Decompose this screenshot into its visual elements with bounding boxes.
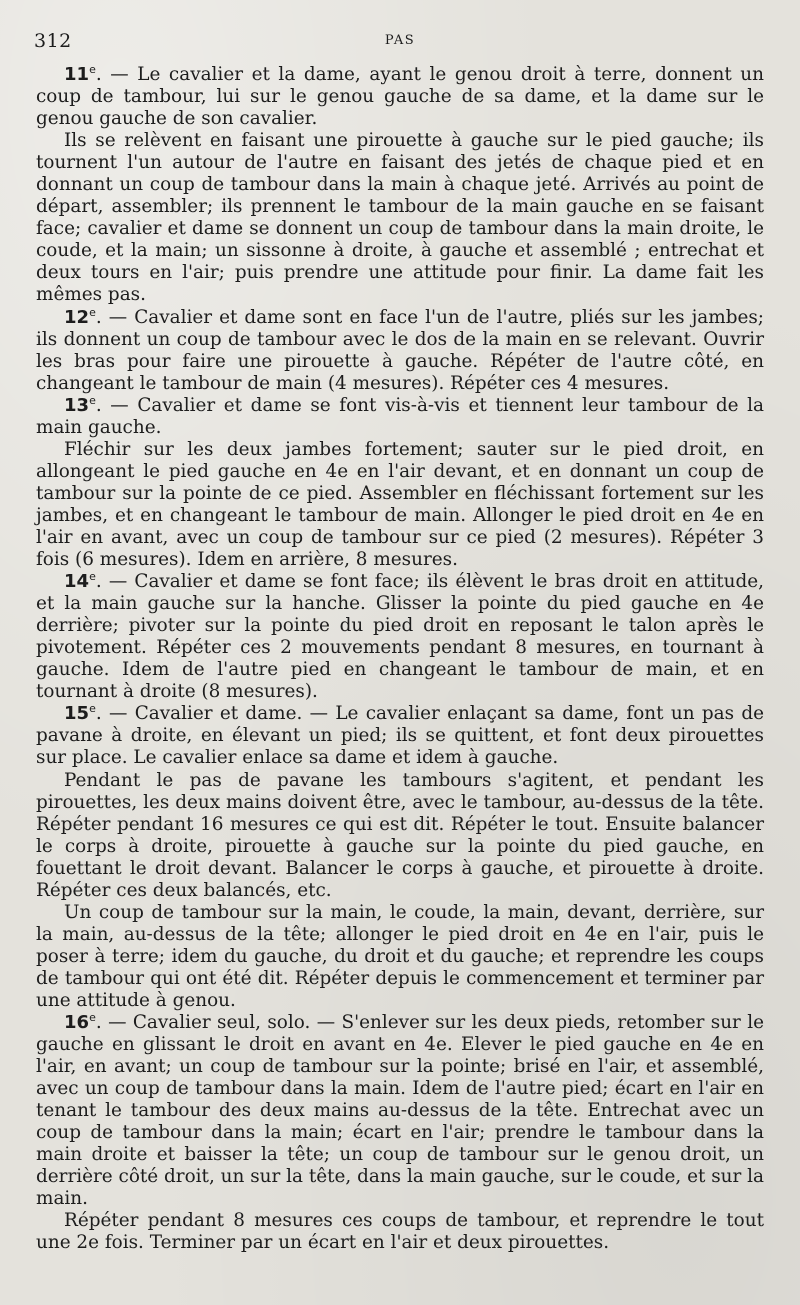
figure-number: 12e xyxy=(64,305,96,328)
paragraph: Fléchir sur les deux jambes fortement; sauter sur le pied droit, en allongeant le pied gauche en 4e en l'air devant, et en donnant un coup de tambour sur la pointe de ce pied. Assembler en fléchissant fortement sur les jambes, et en changeant le tambour de main. Allonger le pied droit en 4e en l'air en avant, avec un coup de tambour sur ce pied (2 mesures). Répéter 3 fois (6 mesures). Idem en arrière, 8 mesures. xyxy=(36,438,764,571)
paragraph-figure-14 xyxy=(36,571,764,703)
paragraph-text: . — Cavalier et dame se font vis-à-vis et tiennent leur tambour de la main gauche. xyxy=(36,394,764,438)
paragraph: Ils se relèvent en faisant une pirouette à gauche sur le pied gauche; ils tournent l'un autour de l'autre en faisant des jetés de chaque pied et en donnant un coup de tambour dans la main à chaque jeté. Arrivés au point de départ, assembler; ils prennent le tambour de la main gauche en se faisant face; cavalier et dame se donnent un coup de tambour dans la main droite, le coude, et la main; un sissonne à droite, à gauche et assemblé ; entrechat et deux tours en l'air; puis prendre une attitude pour finir. La dame fait les mêmes pas. xyxy=(36,130,764,306)
paragraph-text: . — Le cavalier et la dame, ayant le genou droit à terre, donnent un coup de tambour, lui sur le genou gauche de sa dame, et la dame sur le genou gauche de son cavalier. xyxy=(36,64,764,130)
paragraph-figure-12 xyxy=(36,307,764,395)
page-header xyxy=(34,30,766,56)
figure-number: 14e xyxy=(64,570,96,593)
paragraph-text: . — Cavalier et dame se font face; ils élèvent le bras droit en attitude, et la main gauche sur la hanche. Glisser la pointe du pied gauche en 4e derrière; pivoter sur la pointe du pied droit en reposant le talon après le pivotement. Répéter ces 2 mouvements pendant 8 mesures, en tournant à gauche. Idem de l'autre pied en changeant le tambour de main, et en tournant à droite (8 mesures). xyxy=(36,571,764,703)
paragraph-text: . — Cavalier seul, solo. — S'enlever sur les deux pieds, retomber sur le gauche en glissant le droit en avant en 4e. Elever le pied gauche en 4e en l'air, en avant; un coup de tambour sur la pointe; brisé en l'air, et assemblé, avec un coup de tambour dans la main. Idem de l'autre pied; écart en l'air en tenant le tambour des deux mains au-dessus de la tête. Entrechat avec un coup de tambour dans la main; écart en l'air; prendre le tambour dans la main droite et baisser la tête; un coup de tambour sur le genou droit, un derrière côté droit, un sur la tête, dans la main gauche, sur le coude, et sur la main. xyxy=(36,1012,764,1210)
paragraph-figure-16 xyxy=(36,1012,764,1210)
running-title: PAS xyxy=(384,33,416,48)
figure-number: 15e xyxy=(64,702,96,725)
paragraph-text: . — Cavalier et dame sont en face l'un de l'autre, pliés sur les jambes; ils donnent un coup de tambour avec le dos de la main en se relevant. Ouvrir les bras pour faire une pirouette à gauche. Répéter de l'autre côté, en changeant le tambour de main (4 mesures). Répéter ces 4 mesures. xyxy=(36,306,764,394)
figure-number: 13e xyxy=(64,393,96,416)
paragraph: Pendant le pas de pavane les tambours s'agitent, et pendant les pirouettes, les deux mains doivent être, avec le tambour, au-dessus de la tête. Répéter pendant 16 mesures ce qui est dit. Répéter le tout. Ensuite balancer le corps à droite, pirouette à gauche sur la pointe du pied gauche, en fouettant le droit devant. Balancer le corps à gauche, et pirouette à droite. Répéter ces deux balancés, etc. xyxy=(36,769,764,901)
paragraph-figure-13 xyxy=(36,395,764,439)
body-text xyxy=(36,64,764,1255)
paragraph: Répéter pendant 8 mesures ces coups de tambour, et reprendre le tout une 2e fois. Terminer par un écart en l'air et deux pirouettes. xyxy=(36,1210,764,1254)
figure-number: 16e xyxy=(64,1011,96,1034)
page-number: 312 xyxy=(34,30,72,52)
figure-number: 11e xyxy=(64,63,96,85)
paragraph-text: . — Cavalier et dame. — Le cavalier enlaçant sa dame, font un pas de pavane à droite, en élevant un pied; ils se quittent, et font deux pirouettes sur place. Le cavalier enlace sa dame et idem à gauche. xyxy=(36,703,764,769)
paragraph-figure-11 xyxy=(36,64,764,130)
paragraph: Un coup de tambour sur la main, le coude, la main, devant, derrière, sur la main, au-dessus de la tête; allonger le pied droit en 4e en l'air, puis le poser à terre; idem du gauche, du droit et du gauche; et reprendre les coups de tambour qui ont été dit. Répéter depuis le commencement et terminer par une attitude à genou. xyxy=(36,901,764,1011)
paragraph-figure-15 xyxy=(36,703,764,769)
